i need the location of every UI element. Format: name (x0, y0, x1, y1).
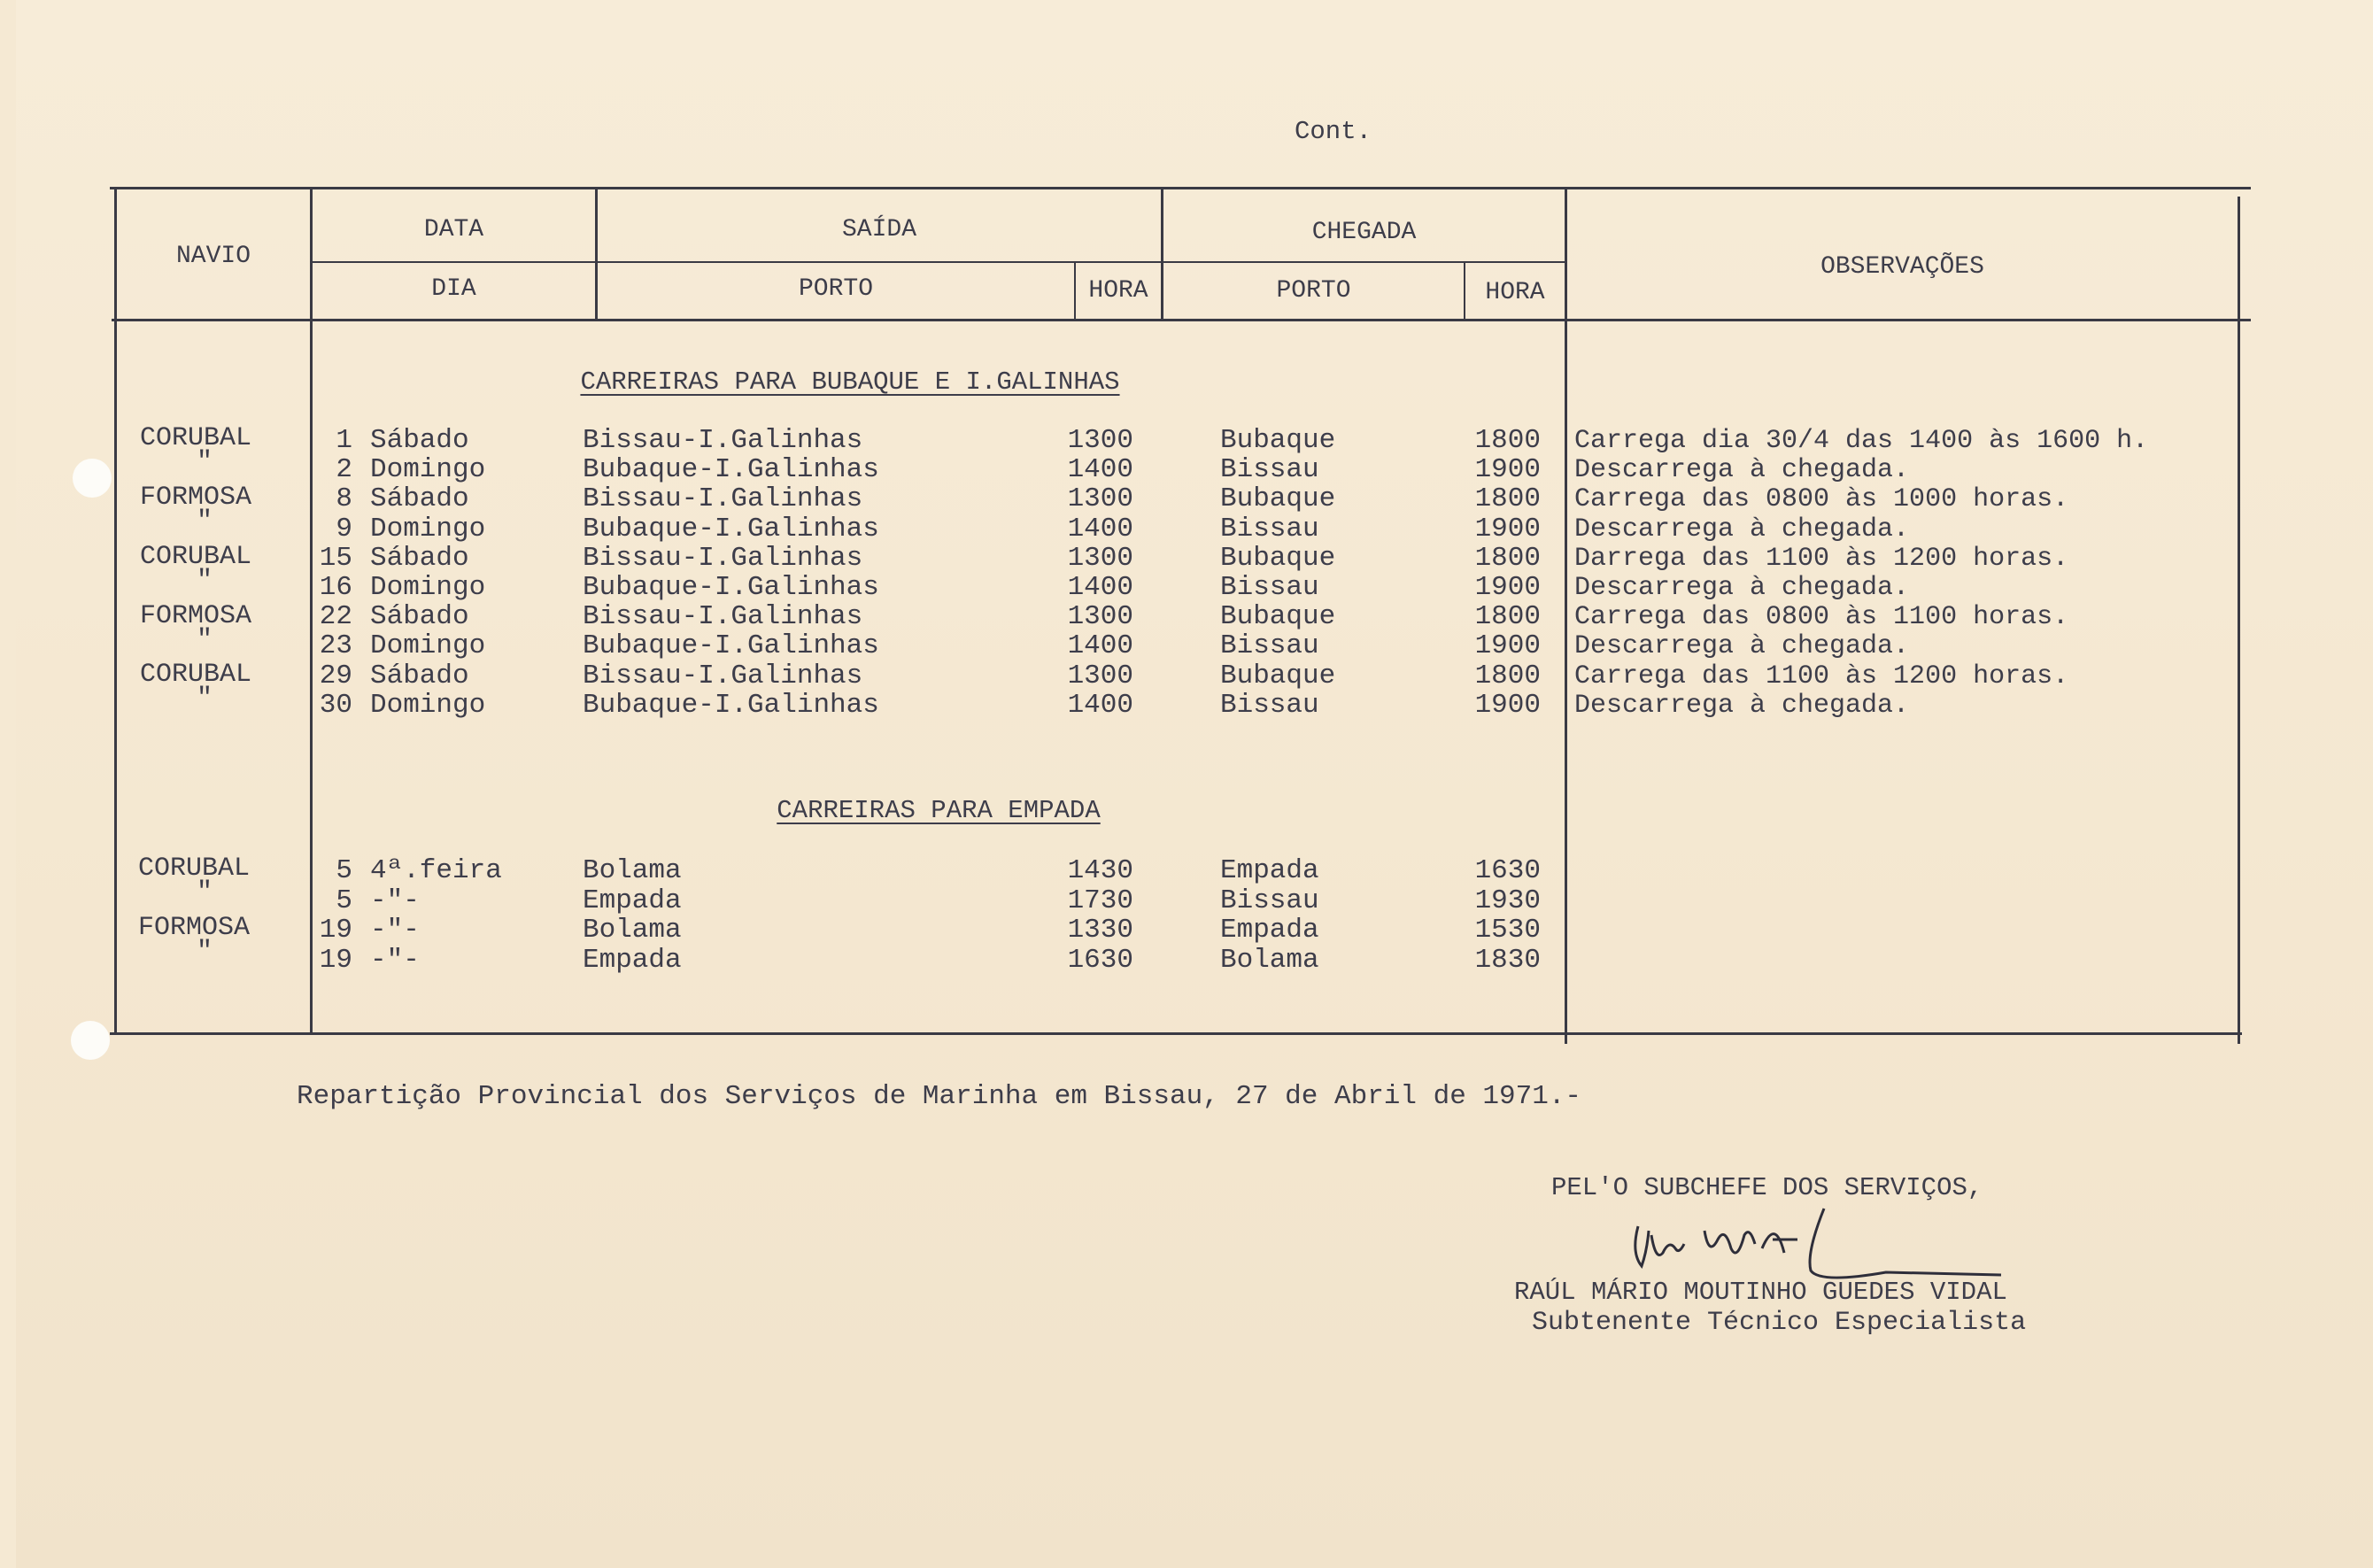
table-border-left (114, 187, 117, 1034)
header-navio: NAVIO (175, 243, 251, 270)
row-day-number: 8 (336, 483, 352, 515)
row-day-name: Domingo (370, 454, 486, 486)
row-hora-saida: 1300 (1067, 660, 1133, 691)
row-observacoes: Carrega das 0800 às 1000 horas. (1574, 484, 2069, 515)
row-hora-chegada: 1800 (1474, 601, 1541, 633)
row-day-name: Sábado (370, 542, 469, 574)
row-day-name: Domingo (370, 572, 486, 603)
punch-hole (71, 1021, 110, 1060)
row-porto-chegada: Bissau (1220, 513, 1319, 545)
ship-ditto: " (197, 625, 213, 655)
row-hora-saida: 1300 (1067, 601, 1133, 633)
row-porto-saida: Bissau-I.Galinhas (583, 542, 863, 574)
row-porto-saida: Bissau-I.Galinhas (583, 425, 863, 456)
row-day-number: 23 (319, 630, 352, 662)
row-porto-saida: Bubaque-I.Galinhas (583, 689, 879, 721)
section-title-empada: CARREIRAS PARA EMPADA (777, 796, 1101, 825)
handwritten-signature (1620, 1200, 2028, 1288)
row-hora-saida: 1300 (1067, 483, 1133, 515)
row-day-name: Sábado (370, 425, 469, 456)
row-porto-chegada: Empada (1220, 855, 1319, 886)
row-day-number: 29 (319, 660, 352, 691)
row-porto-chegada: Bissau (1220, 689, 1319, 721)
row-observacoes: Carrega dia 30/4 das 1400 às 1600 h. (1574, 426, 2149, 456)
header-saida: SAÍDA (841, 216, 916, 243)
header-chegada-porto: PORTO (1276, 277, 1351, 305)
row-porto-saida: Bubaque-I.Galinhas (583, 454, 879, 486)
row-day-number: 2 (336, 454, 352, 486)
row-porto-saida: Bubaque-I.Galinhas (583, 572, 879, 603)
row-observacoes: Descarrega à chegada. (1574, 690, 1910, 721)
row-day-number: 5 (336, 884, 352, 916)
row-day-name: 4ª.feira (370, 855, 502, 886)
subheader-divider (310, 261, 1566, 263)
row-porto-chegada: Bissau (1220, 884, 1319, 916)
table-border-right (2238, 197, 2240, 1044)
row-porto-chegada: Bubaque (1220, 601, 1336, 633)
row-porto-saida: Bolama (583, 855, 682, 886)
row-observacoes: Carrega das 1100 às 1200 horas. (1574, 660, 2069, 691)
header-chegada: CHEGADA (1311, 219, 1417, 246)
header-saida-hora: HORA (1088, 277, 1148, 305)
row-day-number: 22 (319, 601, 352, 633)
row-observacoes: Descarrega à chegada. (1574, 455, 1910, 486)
row-hora-chegada: 1900 (1474, 572, 1541, 603)
ship-ditto: " (197, 506, 213, 537)
row-day-name: -"- (370, 944, 420, 976)
header-saida-porto: PORTO (798, 275, 873, 303)
row-porto-chegada: Empada (1220, 915, 1319, 946)
row-porto-chegada: Bissau (1220, 454, 1319, 486)
row-day-name: Sábado (370, 483, 469, 515)
row-hora-chegada: 1900 (1474, 630, 1541, 662)
ship-ditto: " (197, 566, 213, 596)
continuation-label: Cont. (1295, 117, 1372, 146)
ship-ditto: " (197, 447, 213, 477)
row-day-name: Domingo (370, 689, 486, 721)
ship-name: CORUBAL (138, 854, 251, 884)
ship-ditto: " (197, 877, 213, 908)
row-hora-chegada: 1900 (1474, 454, 1541, 486)
row-hora-chegada: 1930 (1474, 884, 1541, 916)
row-hora-saida: 1300 (1067, 425, 1133, 456)
row-porto-chegada: Bubaque (1220, 483, 1336, 515)
ship-name: CORUBAL (140, 660, 252, 690)
header-chegada-hora: HORA (1485, 279, 1545, 306)
row-observacoes: Descarrega à chegada. (1574, 514, 1910, 545)
signatory-title: Subtenente Técnico Especialista (1532, 1308, 2027, 1338)
row-day-name: Domingo (370, 630, 486, 662)
row-porto-chegada: Bubaque (1220, 425, 1336, 456)
header-observacoes: OBSERVAÇÕES (1820, 253, 1984, 281)
row-hora-chegada: 1900 (1474, 689, 1541, 721)
row-day-number: 9 (336, 513, 352, 545)
row-day-number: 5 (336, 855, 352, 886)
row-hora-chegada: 1800 (1474, 483, 1541, 515)
ship-ditto: " (197, 937, 213, 967)
col-divider-observacoes (1565, 187, 1567, 1044)
row-observacoes: Descarrega à chegada. (1574, 631, 1910, 662)
row-day-name: -"- (370, 884, 420, 916)
row-hora-chegada: 1900 (1474, 513, 1541, 545)
header-dia: DIA (431, 275, 476, 303)
row-day-number: 19 (319, 915, 352, 946)
row-hora-saida: 1400 (1067, 454, 1133, 486)
row-hora-chegada: 1800 (1474, 425, 1541, 456)
header-data: DATA (423, 216, 484, 243)
row-porto-chegada: Bissau (1220, 572, 1319, 603)
ship-name: CORUBAL (140, 423, 252, 453)
row-hora-saida: 1400 (1067, 513, 1133, 545)
ship-name: FORMOSA (140, 601, 252, 631)
punch-hole (73, 459, 112, 498)
footer-location-date: Repartição Provincial dos Serviços de Marinha em Bissau, 27 de Abril de 1971.- (297, 1081, 1582, 1112)
row-day-number: 16 (319, 572, 352, 603)
row-porto-saida: Bissau-I.Galinhas (583, 483, 863, 515)
row-observacoes: Carrega das 0800 às 1100 horas. (1574, 602, 2069, 633)
row-porto-saida: Bubaque-I.Galinhas (583, 630, 879, 662)
row-day-number: 1 (336, 425, 352, 456)
row-porto-chegada: Bissau (1220, 630, 1319, 662)
row-porto-saida: Bubaque-I.Galinhas (583, 513, 879, 545)
row-day-name: -"- (370, 915, 420, 946)
ship-name: CORUBAL (140, 542, 252, 572)
row-observacoes: Descarrega à chegada. (1574, 573, 1910, 603)
row-porto-chegada: Bolama (1220, 944, 1319, 976)
row-hora-saida: 1730 (1067, 884, 1133, 916)
row-hora-saida: 1300 (1067, 542, 1133, 574)
row-porto-saida: Empada (583, 944, 682, 976)
row-porto-chegada: Bubaque (1220, 542, 1336, 574)
row-hora-saida: 1630 (1067, 944, 1133, 976)
row-hora-chegada: 1800 (1474, 542, 1541, 574)
row-hora-saida: 1330 (1067, 915, 1133, 946)
section-title-bubaque: CARREIRAS PARA BUBAQUE E I.GALINHAS (580, 367, 1120, 397)
ship-ditto: " (197, 684, 213, 714)
row-hora-chegada: 1830 (1474, 944, 1541, 976)
row-porto-saida: Bissau-I.Galinhas (583, 601, 863, 633)
row-day-number: 19 (319, 944, 352, 976)
row-hora-saida: 1430 (1067, 855, 1133, 886)
row-hora-chegada: 1800 (1474, 660, 1541, 691)
row-hora-chegada: 1630 (1474, 855, 1541, 886)
row-porto-saida: Bolama (583, 915, 682, 946)
row-day-number: 30 (319, 689, 352, 721)
ship-name: FORMOSA (138, 913, 251, 943)
header-divider (112, 319, 2251, 321)
row-observacoes: Darrega das 1100 às 1200 horas. (1574, 543, 2069, 574)
signature-for-line: PEL'O SUBCHEFE DOS SERVIÇOS, (1551, 1173, 1983, 1202)
ship-name: FORMOSA (140, 483, 252, 513)
row-porto-saida: Empada (583, 884, 682, 916)
table-border-top (110, 187, 2251, 189)
row-porto-saida: Bissau-I.Galinhas (583, 660, 863, 691)
row-hora-saida: 1400 (1067, 572, 1133, 603)
row-day-number: 15 (319, 542, 352, 574)
row-day-name: Domingo (370, 513, 486, 545)
row-porto-chegada: Bubaque (1220, 660, 1336, 691)
row-hora-chegada: 1530 (1474, 915, 1541, 946)
row-hora-saida: 1400 (1067, 689, 1133, 721)
signatory-name: RAÚL MÁRIO MOUTINHO GUEDES VIDAL (1514, 1278, 2007, 1307)
table-border-bottom (110, 1032, 2242, 1035)
row-day-name: Sábado (370, 601, 469, 633)
row-day-name: Sábado (370, 660, 469, 691)
row-hora-saida: 1400 (1067, 630, 1133, 662)
